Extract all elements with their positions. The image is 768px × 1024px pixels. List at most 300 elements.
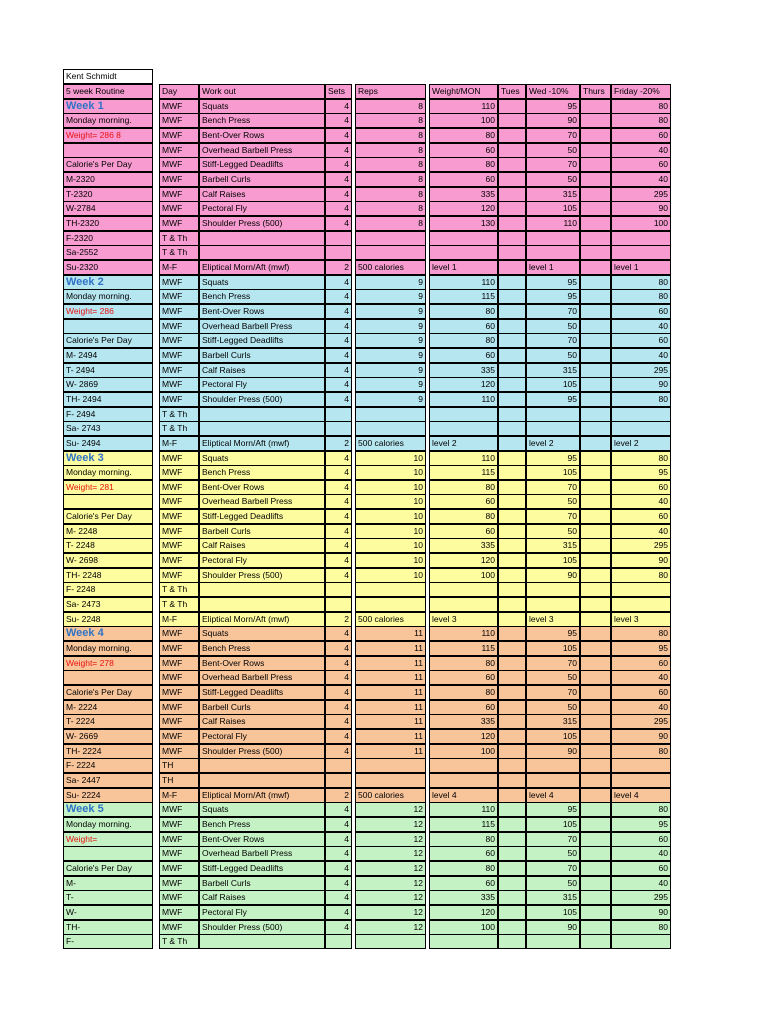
cell-thurs[interactable] (580, 905, 611, 920)
cell-day[interactable]: MWF (159, 524, 199, 539)
cell-thurs[interactable] (580, 187, 611, 202)
left-cell[interactable]: TH- 2224 (63, 744, 153, 759)
cell-wed[interactable]: 95 (526, 289, 580, 304)
cell-sets[interactable]: 4 (325, 832, 352, 847)
cell-wed[interactable] (526, 421, 580, 436)
cell-friday[interactable]: 80 (611, 99, 671, 114)
cell-wed[interactable]: 50 (526, 172, 580, 187)
cell-reps[interactable]: 500 calories (355, 260, 426, 275)
cell-reps[interactable]: 10 (355, 465, 426, 480)
cell-weight-mon[interactable]: 335 (429, 890, 498, 905)
cell-tues[interactable] (498, 568, 526, 583)
cell-workout[interactable]: Squats (199, 451, 325, 466)
cell-day[interactable]: MWF (159, 568, 199, 583)
cell-weight-mon[interactable]: 60 (429, 172, 498, 187)
cell-sets[interactable]: 4 (325, 480, 352, 495)
cell-workout[interactable]: Eliptical Morn/Aft (mwf) (199, 260, 325, 275)
cell-day[interactable]: MWF (159, 451, 199, 466)
cell-weight-mon[interactable] (429, 582, 498, 597)
cell-friday[interactable]: 295 (611, 714, 671, 729)
cell-thurs[interactable] (580, 245, 611, 260)
cell-thurs[interactable] (580, 656, 611, 671)
cell-sets[interactable]: 2 (325, 788, 352, 803)
cell-sets[interactable]: 4 (325, 846, 352, 861)
cell-friday[interactable]: 90 (611, 201, 671, 216)
cell-weight-mon[interactable]: 100 (429, 568, 498, 583)
cell-sets[interactable] (325, 245, 352, 260)
cell-weight-mon[interactable]: 115 (429, 641, 498, 656)
cell-tues[interactable] (498, 656, 526, 671)
cell-tues[interactable] (498, 509, 526, 524)
cell-friday[interactable]: 295 (611, 890, 671, 905)
left-cell[interactable]: Monday morning. (63, 817, 153, 832)
cell-thurs[interactable] (580, 802, 611, 817)
cell-sets[interactable]: 4 (325, 626, 352, 641)
cell-wed[interactable]: 50 (526, 670, 580, 685)
cell-workout[interactable]: Barbell Curls (199, 524, 325, 539)
cell-weight-mon[interactable]: 110 (429, 626, 498, 641)
cell-thurs[interactable] (580, 275, 611, 290)
cell-tues[interactable] (498, 392, 526, 407)
cell-sets[interactable]: 4 (325, 216, 352, 231)
cell-weight-mon[interactable] (429, 597, 498, 612)
cell-friday[interactable]: 95 (611, 641, 671, 656)
cell-reps[interactable]: 12 (355, 890, 426, 905)
cell-thurs[interactable] (580, 817, 611, 832)
cell-thurs[interactable] (580, 304, 611, 319)
cell-friday[interactable]: 80 (611, 744, 671, 759)
cell-sets[interactable] (325, 758, 352, 773)
cell-thurs[interactable] (580, 641, 611, 656)
cell-wed[interactable]: 70 (526, 480, 580, 495)
cell-thurs[interactable] (580, 201, 611, 216)
week-title[interactable]: Week 3 (63, 451, 153, 466)
cell-day[interactable]: MWF (159, 670, 199, 685)
week-title[interactable]: Week 5 (63, 802, 153, 817)
cell-weight-mon[interactable]: 110 (429, 802, 498, 817)
cell-day[interactable]: TH (159, 758, 199, 773)
cell-thurs[interactable] (580, 216, 611, 231)
cell-workout[interactable] (199, 758, 325, 773)
cell-workout[interactable]: Bent-Over Rows (199, 128, 325, 143)
cell-wed[interactable] (526, 245, 580, 260)
cell-day[interactable]: T & Th (159, 582, 199, 597)
cell-day[interactable]: MWF (159, 832, 199, 847)
cell-workout[interactable]: Bent-Over Rows (199, 304, 325, 319)
cell-reps[interactable] (355, 245, 426, 260)
cell-workout[interactable]: Pectoral Fly (199, 553, 325, 568)
cell-tues[interactable] (498, 846, 526, 861)
cell-weight-mon[interactable]: 100 (429, 113, 498, 128)
cell-day[interactable]: MWF (159, 363, 199, 378)
cell-weight-mon[interactable]: 100 (429, 744, 498, 759)
cell-thurs[interactable] (580, 421, 611, 436)
left-cell[interactable]: Su- 2494 (63, 436, 153, 451)
cell-friday[interactable] (611, 582, 671, 597)
cell-tues[interactable] (498, 377, 526, 392)
cell-weight-mon[interactable]: 335 (429, 714, 498, 729)
cell-workout[interactable]: Bench Press (199, 641, 325, 656)
cell-sets[interactable]: 4 (325, 377, 352, 392)
cell-workout[interactable]: Barbell Curls (199, 700, 325, 715)
cell-tues[interactable] (498, 172, 526, 187)
cell-weight-mon[interactable]: 335 (429, 538, 498, 553)
cell-workout[interactable]: Bench Press (199, 465, 325, 480)
cell-sets[interactable]: 4 (325, 172, 352, 187)
cell-workout[interactable]: Overhead Barbell Press (199, 143, 325, 158)
cell-reps[interactable]: 10 (355, 553, 426, 568)
cell-tues[interactable] (498, 758, 526, 773)
cell-workout[interactable]: Calf Raises (199, 890, 325, 905)
cell-workout[interactable] (199, 231, 325, 246)
cell-workout[interactable]: Squats (199, 626, 325, 641)
cell-workout[interactable]: Bench Press (199, 113, 325, 128)
cell-reps[interactable] (355, 582, 426, 597)
cell-wed[interactable]: 90 (526, 113, 580, 128)
left-cell[interactable]: Monday morning. (63, 465, 153, 480)
cell-tues[interactable] (498, 802, 526, 817)
cell-sets[interactable]: 4 (325, 876, 352, 891)
cell-thurs[interactable] (580, 128, 611, 143)
cell-weight-mon[interactable]: 80 (429, 304, 498, 319)
cell-tues[interactable] (498, 216, 526, 231)
cell-day[interactable]: MWF (159, 509, 199, 524)
cell-wed[interactable] (526, 582, 580, 597)
cell-weight-mon[interactable]: 80 (429, 333, 498, 348)
cell-workout[interactable]: Overhead Barbell Press (199, 670, 325, 685)
cell-workout[interactable]: Calf Raises (199, 538, 325, 553)
cell-tues[interactable] (498, 538, 526, 553)
cell-friday[interactable] (611, 934, 671, 949)
cell-tues[interactable] (498, 289, 526, 304)
cell-wed[interactable]: 105 (526, 817, 580, 832)
cell-friday[interactable]: 95 (611, 465, 671, 480)
cell-weight-mon[interactable]: 335 (429, 363, 498, 378)
cell-day[interactable]: MWF (159, 172, 199, 187)
cell-reps[interactable]: 9 (355, 348, 426, 363)
cell-workout[interactable] (199, 773, 325, 788)
cell-day[interactable]: MWF (159, 641, 199, 656)
cell-friday[interactable]: 80 (611, 451, 671, 466)
left-cell[interactable]: M- 2248 (63, 524, 153, 539)
cell-workout[interactable]: Eliptical Morn/Aft (mwf) (199, 788, 325, 803)
left-cell[interactable]: T-2320 (63, 187, 153, 202)
cell-friday[interactable] (611, 231, 671, 246)
cell-weight-mon[interactable]: 60 (429, 876, 498, 891)
cell-tues[interactable] (498, 231, 526, 246)
cell-wed[interactable] (526, 231, 580, 246)
cell-sets[interactable] (325, 407, 352, 422)
cell-tues[interactable] (498, 934, 526, 949)
cell-day[interactable]: MWF (159, 201, 199, 216)
cell-friday[interactable]: 60 (611, 157, 671, 172)
cell-workout[interactable]: Bent-Over Rows (199, 480, 325, 495)
cell-tues[interactable] (498, 436, 526, 451)
cell-wed[interactable]: 95 (526, 392, 580, 407)
cell-tues[interactable] (498, 905, 526, 920)
cell-thurs[interactable] (580, 670, 611, 685)
cell-tues[interactable] (498, 187, 526, 202)
cell-friday[interactable]: level 3 (611, 612, 671, 627)
cell-reps[interactable]: 500 calories (355, 788, 426, 803)
cell-day[interactable]: MWF (159, 744, 199, 759)
cell-reps[interactable]: 9 (355, 333, 426, 348)
cell-thurs[interactable] (580, 172, 611, 187)
cell-reps[interactable]: 10 (355, 494, 426, 509)
cell-sets[interactable]: 4 (325, 920, 352, 935)
cell-day[interactable]: T & Th (159, 407, 199, 422)
left-cell[interactable]: Monday morning. (63, 641, 153, 656)
left-cell[interactable]: F- 2224 (63, 758, 153, 773)
cell-friday[interactable] (611, 597, 671, 612)
cell-workout[interactable] (199, 245, 325, 260)
cell-day[interactable]: MWF (159, 846, 199, 861)
cell-reps[interactable]: 8 (355, 187, 426, 202)
left-cell[interactable]: F- (63, 934, 153, 949)
cell-friday[interactable]: 100 (611, 216, 671, 231)
cell-workout[interactable]: Bench Press (199, 289, 325, 304)
cell-workout[interactable] (199, 934, 325, 949)
cell-reps[interactable]: 11 (355, 700, 426, 715)
cell-thurs[interactable] (580, 890, 611, 905)
cell-sets[interactable]: 4 (325, 99, 352, 114)
cell-weight-mon[interactable]: 80 (429, 685, 498, 700)
cell-weight-mon[interactable]: 130 (429, 216, 498, 231)
cell-sets[interactable]: 4 (325, 319, 352, 334)
cell-friday[interactable]: 40 (611, 494, 671, 509)
cell-tues[interactable] (498, 451, 526, 466)
left-cell[interactable]: Calorie's Per Day (63, 333, 153, 348)
cell-friday[interactable] (611, 245, 671, 260)
cell-weight-mon[interactable]: 60 (429, 846, 498, 861)
cell-workout[interactable]: Barbell Curls (199, 348, 325, 363)
cell-thurs[interactable] (580, 744, 611, 759)
cell-weight-mon[interactable]: 60 (429, 319, 498, 334)
cell-day[interactable]: MWF (159, 143, 199, 158)
cell-weight-mon[interactable]: 110 (429, 451, 498, 466)
cell-reps[interactable]: 8 (355, 201, 426, 216)
cell-reps[interactable]: 500 calories (355, 436, 426, 451)
cell-workout[interactable]: Stiff-Legged Deadlifts (199, 333, 325, 348)
cell-friday[interactable]: 80 (611, 626, 671, 641)
cell-weight-mon[interactable] (429, 245, 498, 260)
cell-day[interactable]: MWF (159, 714, 199, 729)
cell-reps[interactable]: 8 (355, 128, 426, 143)
cell-reps[interactable]: 500 calories (355, 612, 426, 627)
header-reps[interactable]: Reps (355, 84, 426, 99)
cell-reps[interactable]: 9 (355, 289, 426, 304)
left-cell[interactable]: M- (63, 876, 153, 891)
cell-friday[interactable]: 60 (611, 480, 671, 495)
cell-day[interactable]: MWF (159, 289, 199, 304)
weight-cell[interactable]: Weight= (63, 832, 153, 847)
cell-wed[interactable] (526, 407, 580, 422)
cell-wed[interactable]: 70 (526, 333, 580, 348)
cell-weight-mon[interactable] (429, 231, 498, 246)
cell-thurs[interactable] (580, 568, 611, 583)
cell-day[interactable]: MWF (159, 817, 199, 832)
cell-workout[interactable]: Pectoral Fly (199, 905, 325, 920)
cell-day[interactable]: MWF (159, 538, 199, 553)
left-cell[interactable]: Su- 2248 (63, 612, 153, 627)
cell-reps[interactable]: 12 (355, 817, 426, 832)
cell-workout[interactable]: Shoulder Press (500) (199, 568, 325, 583)
cell-wed[interactable]: 105 (526, 465, 580, 480)
cell-wed[interactable]: 315 (526, 714, 580, 729)
cell-weight-mon[interactable]: 120 (429, 553, 498, 568)
cell-weight-mon[interactable]: level 3 (429, 612, 498, 627)
cell-friday[interactable]: 40 (611, 876, 671, 891)
weight-cell[interactable]: Weight= 281 (63, 480, 153, 495)
cell-tues[interactable] (498, 788, 526, 803)
cell-weight-mon[interactable]: 120 (429, 729, 498, 744)
week-title[interactable]: Week 1 (63, 99, 153, 114)
cell-tues[interactable] (498, 245, 526, 260)
cell-day[interactable]: MWF (159, 729, 199, 744)
cell-tues[interactable] (498, 348, 526, 363)
cell-thurs[interactable] (580, 714, 611, 729)
left-cell[interactable] (63, 143, 153, 158)
cell-tues[interactable] (498, 817, 526, 832)
cell-sets[interactable] (325, 597, 352, 612)
cell-reps[interactable]: 11 (355, 729, 426, 744)
cell-sets[interactable]: 4 (325, 363, 352, 378)
cell-day[interactable]: MWF (159, 656, 199, 671)
cell-tues[interactable] (498, 685, 526, 700)
cell-day[interactable]: MWF (159, 861, 199, 876)
cell-tues[interactable] (498, 920, 526, 935)
left-cell[interactable]: Calorie's Per Day (63, 861, 153, 876)
cell-workout[interactable]: Stiff-Legged Deadlifts (199, 157, 325, 172)
cell-workout[interactable]: Eliptical Morn/Aft (mwf) (199, 612, 325, 627)
cell-sets[interactable]: 4 (325, 201, 352, 216)
cell-wed[interactable]: 70 (526, 685, 580, 700)
cell-friday[interactable]: 80 (611, 275, 671, 290)
cell-day[interactable]: MWF (159, 377, 199, 392)
cell-reps[interactable]: 10 (355, 524, 426, 539)
cell-weight-mon[interactable]: 60 (429, 700, 498, 715)
left-cell[interactable]: Sa- 2447 (63, 773, 153, 788)
cell-wed[interactable]: 105 (526, 553, 580, 568)
cell-friday[interactable]: 40 (611, 670, 671, 685)
cell-tues[interactable] (498, 612, 526, 627)
cell-friday[interactable]: 60 (611, 128, 671, 143)
cell-sets[interactable]: 4 (325, 465, 352, 480)
cell-day[interactable]: T & Th (159, 231, 199, 246)
cell-tues[interactable] (498, 832, 526, 847)
cell-friday[interactable]: 40 (611, 143, 671, 158)
cell-reps[interactable]: 9 (355, 377, 426, 392)
cell-wed[interactable]: 50 (526, 319, 580, 334)
cell-reps[interactable]: 9 (355, 275, 426, 290)
left-cell[interactable]: TH- (63, 920, 153, 935)
cell-day[interactable]: MWF (159, 128, 199, 143)
name-cell[interactable]: Kent Schmidt (63, 69, 153, 84)
cell-thurs[interactable] (580, 700, 611, 715)
cell-workout[interactable]: Bent-Over Rows (199, 832, 325, 847)
cell-sets[interactable]: 4 (325, 304, 352, 319)
week-title[interactable]: Week 4 (63, 626, 153, 641)
cell-sets[interactable]: 4 (325, 729, 352, 744)
cell-thurs[interactable] (580, 289, 611, 304)
cell-day[interactable]: MWF (159, 802, 199, 817)
cell-workout[interactable]: Stiff-Legged Deadlifts (199, 861, 325, 876)
cell-sets[interactable]: 4 (325, 700, 352, 715)
cell-day[interactable]: MWF (159, 553, 199, 568)
left-cell[interactable]: W- 2869 (63, 377, 153, 392)
cell-reps[interactable]: 12 (355, 905, 426, 920)
cell-workout[interactable]: Squats (199, 99, 325, 114)
left-cell[interactable]: F- 2494 (63, 407, 153, 422)
cell-weight-mon[interactable]: 60 (429, 494, 498, 509)
header-left-label[interactable]: 5 week Routine (63, 84, 153, 99)
cell-sets[interactable]: 4 (325, 714, 352, 729)
cell-sets[interactable]: 4 (325, 143, 352, 158)
cell-reps[interactable]: 9 (355, 319, 426, 334)
cell-thurs[interactable] (580, 538, 611, 553)
cell-workout[interactable] (199, 582, 325, 597)
cell-weight-mon[interactable]: 115 (429, 817, 498, 832)
cell-thurs[interactable] (580, 509, 611, 524)
left-cell[interactable]: Sa-2552 (63, 245, 153, 260)
cell-thurs[interactable] (580, 99, 611, 114)
left-cell[interactable]: M- 2224 (63, 700, 153, 715)
cell-thurs[interactable] (580, 524, 611, 539)
cell-wed[interactable]: 70 (526, 157, 580, 172)
cell-thurs[interactable] (580, 861, 611, 876)
cell-workout[interactable]: Barbell Curls (199, 876, 325, 891)
left-cell[interactable]: M-2320 (63, 172, 153, 187)
cell-sets[interactable]: 4 (325, 817, 352, 832)
cell-tues[interactable] (498, 861, 526, 876)
cell-friday[interactable]: level 1 (611, 260, 671, 275)
header-workout[interactable]: Work out (199, 84, 325, 99)
cell-tues[interactable] (498, 670, 526, 685)
cell-wed[interactable]: 95 (526, 626, 580, 641)
cell-sets[interactable]: 4 (325, 861, 352, 876)
cell-wed[interactable]: 70 (526, 128, 580, 143)
cell-thurs[interactable] (580, 143, 611, 158)
cell-workout[interactable]: Bent-Over Rows (199, 656, 325, 671)
cell-weight-mon[interactable] (429, 773, 498, 788)
cell-weight-mon[interactable]: 60 (429, 348, 498, 363)
cell-tues[interactable] (498, 275, 526, 290)
cell-sets[interactable]: 2 (325, 436, 352, 451)
cell-tues[interactable] (498, 700, 526, 715)
cell-workout[interactable]: Calf Raises (199, 363, 325, 378)
cell-thurs[interactable] (580, 553, 611, 568)
cell-workout[interactable] (199, 421, 325, 436)
cell-thurs[interactable] (580, 920, 611, 935)
cell-thurs[interactable] (580, 758, 611, 773)
cell-sets[interactable]: 4 (325, 905, 352, 920)
cell-sets[interactable]: 4 (325, 392, 352, 407)
week-title[interactable]: Week 2 (63, 275, 153, 290)
cell-weight-mon[interactable]: level 1 (429, 260, 498, 275)
cell-weight-mon[interactable]: 80 (429, 861, 498, 876)
cell-friday[interactable]: 40 (611, 700, 671, 715)
cell-day[interactable]: T & Th (159, 421, 199, 436)
cell-day[interactable]: MWF (159, 876, 199, 891)
cell-wed[interactable]: 70 (526, 509, 580, 524)
left-cell[interactable]: Calorie's Per Day (63, 685, 153, 700)
cell-tues[interactable] (498, 128, 526, 143)
cell-workout[interactable]: Overhead Barbell Press (199, 846, 325, 861)
left-cell[interactable] (63, 846, 153, 861)
cell-thurs[interactable] (580, 480, 611, 495)
cell-weight-mon[interactable]: 120 (429, 377, 498, 392)
cell-tues[interactable] (498, 333, 526, 348)
